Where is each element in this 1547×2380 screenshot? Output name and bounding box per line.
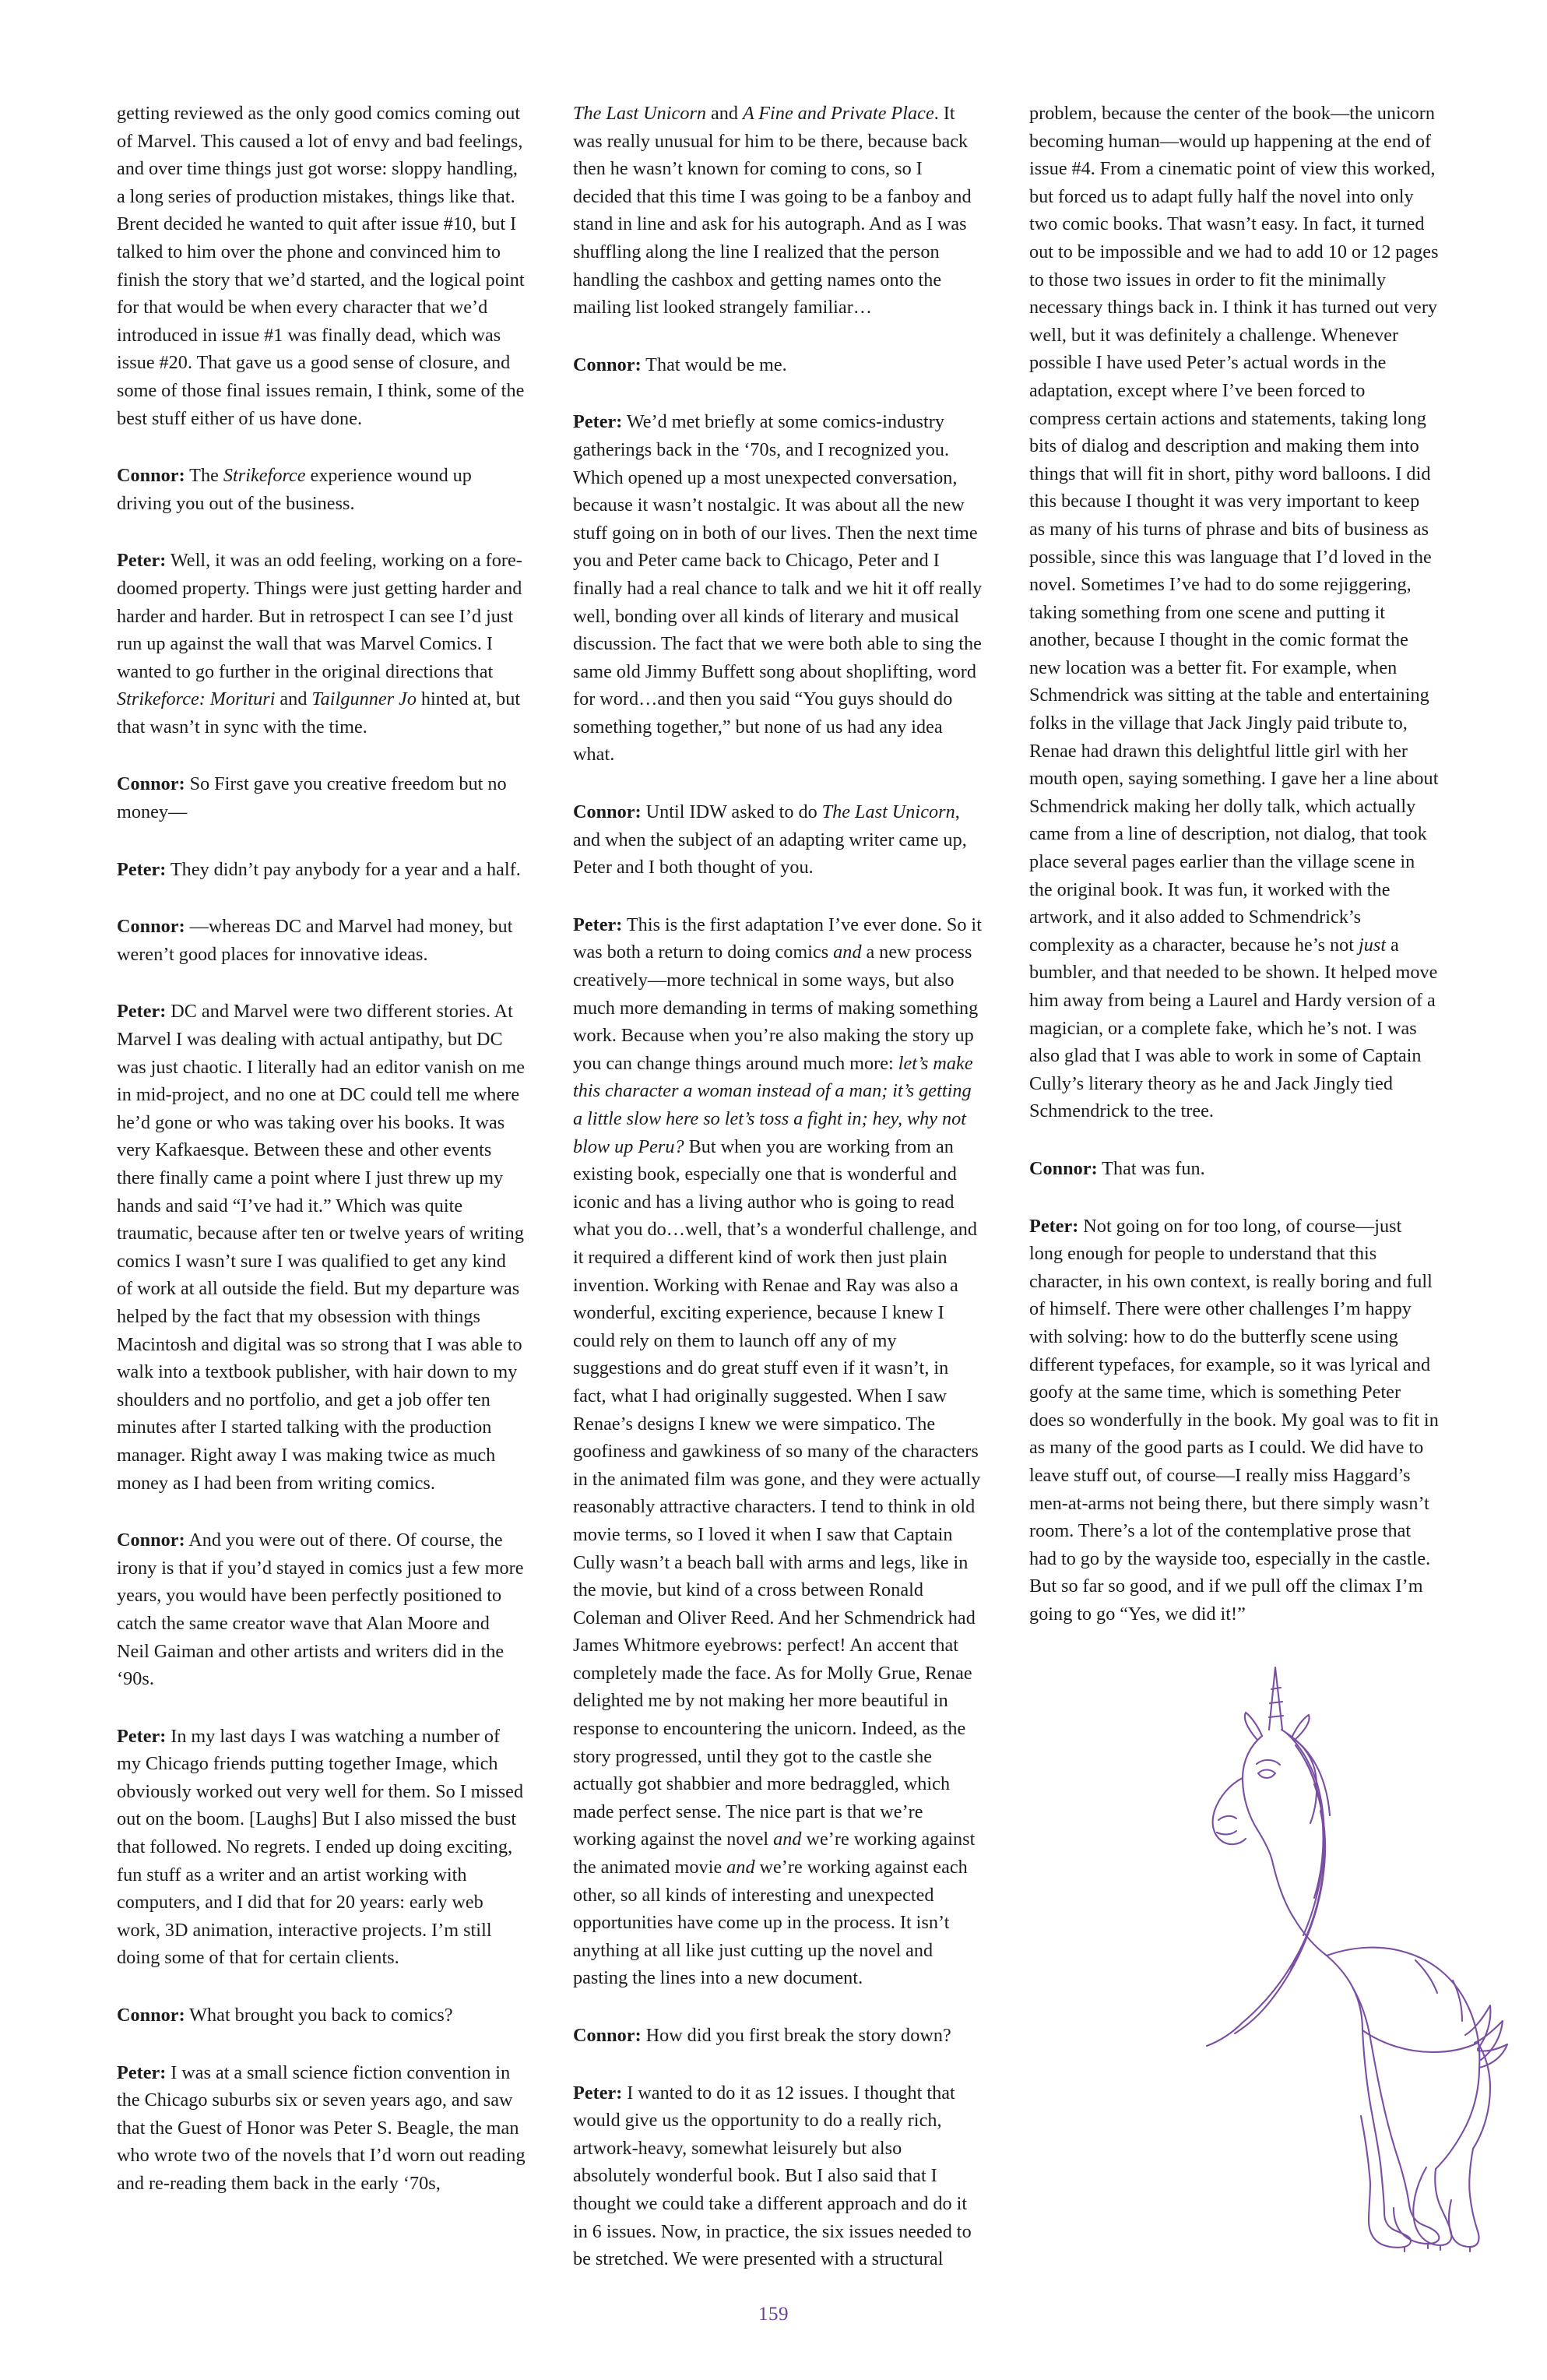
paragraph xyxy=(117,1723,526,1972)
paragraph xyxy=(573,100,983,322)
body-text: DC and Marvel were two different stories. At Marvel I was dealing with actual antipathy, but DC was just chaotic. I literally had an editor vanish on me in mid-project, and no one at DC could tell me where he’d gone or who was taking over his books. It was very Kafkaesque. Between these and other events there finally came a point where I just threw up my hands and said “I’ve had it.” Which was quite traumatic, because after ten or twelve years of writing comics I wasn’t sure I was qualified to get any kind of work at all outside the field. But my departure was helped by the fact that my obsession with things Macintosh and digital was so strong that I was able to walk into a textbook publisher, with hair down to my shoulders and no portfolio, and get a job offer ten minutes after I started talking with the production manager. Right away I was making twice as much money as I had been from writing comics. xyxy=(117,1001,526,1494)
speaker-label: Peter: xyxy=(573,914,623,935)
text-columns xyxy=(117,100,1440,2273)
paragraph xyxy=(117,462,526,517)
paragraph xyxy=(573,911,983,1992)
speaker-label: Connor: xyxy=(573,801,642,823)
body-text: But when you are working from an existing book, especially one that is wonderful and iconic and has a living author who is going to read what you do…well, that’s a wonderful challenge, and it required a different kind of work then just plain invention. Working with Renae and Ray was also a wonderful, exciting experience, because I knew I could rely on them to launch off any of my suggestions and do great stuff even if it wasn’t, in fact, what I had originally suggested. When I saw Renae’s designs I knew we were simpatico. The goofiness and gawkiness of so many of the characters in the animated film was gone, and they were actually reasonably attractive characters. I tend to think in old movie terms, so I loved it when I saw that Captain Cully wasn’t a beach ball with arms and legs, like in the movie, but kind of a cross between Ronald Coleman and Oliver Reed. And her Schmendrick had James Whitmore eyebrows: perfect! An accent that completely made the face. As for Molly Grue, Renae delighted me by not making her more beautiful in response to encountering the unicorn. Indeed, as the story progressed, until they got to the castle she actually got shabbier and more bedraggled, which made perfect sense. The nice part is that we’re working against the novel xyxy=(573,1135,981,1850)
speaker-label: Peter: xyxy=(573,411,623,433)
body-text: a new process creatively—more technical in some ways, but also much more demanding in terms of making something work. Because when you’re also making the story up you can change things around much more: xyxy=(573,942,979,1074)
paragraph xyxy=(1029,1213,1439,1628)
body-text: How did you first break the story down? xyxy=(641,2025,951,2046)
body-text: Until IDW asked to do xyxy=(641,801,822,823)
body-text: a bumbler, and that needed to be shown. It helped move him away from being a Laurel and Hardy version of a magician, or a complete fake, which he’s not. I was also glad that I was able to work in some of Captain Cully’s literary theory as he and Jack Jingly tied Schmendrick to the tree. xyxy=(1029,934,1438,1122)
body-text: and xyxy=(275,688,312,710)
page-number: 159 xyxy=(758,2304,789,2325)
body-text: hinted at, but that wasn’t in sync with the time. xyxy=(117,688,521,738)
speaker-label: Peter: xyxy=(573,2082,623,2104)
paragraph xyxy=(117,998,526,1497)
speaker-label: Connor: xyxy=(573,354,642,375)
paragraph xyxy=(573,408,983,769)
paragraph xyxy=(1029,1155,1439,1183)
speaker-label: Connor: xyxy=(117,2005,185,2026)
speaker-label: Peter: xyxy=(117,2061,167,2083)
body-text: experience wound up driving you out of the business. xyxy=(117,465,472,514)
body-text: So First gave you creative freedom but no money— xyxy=(117,773,507,823)
column-2 xyxy=(573,100,983,2273)
body-text: In my last days I was watching a number of my Chicago friends putting together Image, which obviously worked out very well for them. So I missed out on the boom. [Laughs] But I also missed the bust that followed. No regrets. I ended up doing exciting, fun stuff as a writer and an artist working with computers, and I did that for 20 years: early web work, 3D animation, interactive projects. I’m still doing some of that for certain clients. xyxy=(117,1725,524,1969)
italic-title: Strikeforce: Morituri xyxy=(117,688,276,710)
body-text: That was fun. xyxy=(1097,1157,1205,1179)
italic-title: Tailgunner Jo xyxy=(311,688,417,710)
italic-title: Strikeforce xyxy=(223,465,306,487)
italic-title: just xyxy=(1358,934,1387,956)
body-text: —whereas DC and Marvel had money, but weren’t good places for innovative ideas. xyxy=(117,916,513,965)
body-text: And you were out of there. Of course, the irony is that if you’d stayed in comics just a few more years, you would have been perfectly positioned to catch the same creator wave that Alan Moore and Neil Gaiman and other artists and writers did in the ‘90s. xyxy=(117,1530,524,1690)
paragraph xyxy=(573,2022,983,2050)
body-text: We’d met briefly at some comics-industry gatherings back in the ‘70s, and I recognized you. Which opened up a most unexpected conversation, because it wasn’t nostalgic. It was about all the new stuff going on in both of our lives. Then the next time you and Peter came back to Chicago, Peter and I finally had a real chance to talk and we hit it off really well, bonding over all kinds of literary and musical discussion. The fact that we were both able to sing the same old Jimmy Buffett song about shoplifting, word for word…and then you said “You guys should do something together,” but none of us had any idea what. xyxy=(573,411,983,766)
speaker-label: Peter: xyxy=(117,1725,167,1747)
paragraph xyxy=(117,913,526,968)
body-text: , and when the subject of an adapting writer came up, Peter and I both thought of you. xyxy=(573,801,967,878)
body-text: getting reviewed as the only good comics coming out of Marvel. This caused a lot of envy and bad feelings, and over time things just got worse: sloppy handling, a long series of production mistakes, things like that. Brent decided he wanted to quit after issue #10, but I talked to him over the phone and convinced him to finish the story that we’d started, and the logical point for that would be when every character that we’d introduced in issue #1 was finally dead, which was issue #20. That gave us a good sense of closure, and some of those final issues remain, I think, some of the best stuff either of us have done. xyxy=(117,103,525,429)
body-text: . It was really unusual for him to be there, because back then he wasn’t known for coming to cons, so I decided that this time I was going to be a fanboy and stand in line and ask for his autograph. And as I was shuffling along the line I realized that the person handling the cashbox and getting names onto the mailing list looked strangely familiar… xyxy=(573,103,972,319)
speaker-label: Connor: xyxy=(117,773,185,795)
body-text: They didn’t pay anybody for a year and a half. xyxy=(166,858,521,880)
column-3 xyxy=(1029,100,1439,1628)
paragraph xyxy=(117,2002,526,2030)
body-text: I wanted to do it as 12 issues. I thought that would give us the opportunity to do a really rich, artwork-heavy, somewhat leisurely but also absolutely wonderful book. But I also said that I thought we could take a different approach and do it in 6 issues. Now, in practice, the six issues needed to be stretched. We were presented with a structural xyxy=(573,2082,972,2270)
speaker-label: Peter: xyxy=(1029,1215,1079,1237)
body-text: Not going on for too long, of course—just long enough for people to understand that this character, in his own context, is really boring and full of himself. There were other challenges I’m happy with solving: how to do the butterfly scene using different typefaces, for example, so it was lyrical and goofy at the same time, which is something Peter does so wonderfully in the book. My goal was to fit in as many of the good parts as I could. We did have to leave stuff out, of course—I really miss Haggard’s men-at-arms not being there, but there simply wasn’t room. There’s a lot of the contemplative prose that had to go by the wayside too, especially in the castle. But so far so good, and if we pull off the climax I’m going to go “Yes, we did it!” xyxy=(1029,1215,1439,1625)
paragraph xyxy=(117,1526,526,1693)
column-1 xyxy=(117,100,526,2198)
italic-title: The Last Unicorn xyxy=(821,801,955,823)
body-text: That would be me. xyxy=(641,354,787,375)
body-text: we’re working against the animated movie xyxy=(573,1829,976,1878)
speaker-label: Connor: xyxy=(117,916,185,938)
italic-title: let’s make this character a woman instead of a man; it’s getting a little slow here so let’s toss a fight in; hey, why not blow up Peru? xyxy=(573,1052,973,1157)
speaker-label: Connor: xyxy=(1029,1157,1098,1179)
body-text: we’re working against each other, so all kinds of interesting and unexpected opportunities have come up in the process. It isn’t anything at all like just cutting up the novel and pasting the lines into a new document. xyxy=(573,1857,968,1989)
paragraph xyxy=(573,2079,983,2273)
italic-title: and xyxy=(773,1829,802,1850)
italic-title: and xyxy=(726,1857,755,1878)
body-text: I was at a small science fiction convention in the Chicago suburbs six or seven years ago, and saw that the Guest of Honor was Peter S. Beagle, the man who wrote two of the novels that I’d worn out reading and re-reading them back in the early ‘70s, xyxy=(117,2061,526,2194)
paragraph xyxy=(1029,100,1439,1125)
paragraph xyxy=(117,856,526,884)
paragraph xyxy=(573,798,983,882)
body-text: What brought you back to comics? xyxy=(185,2005,453,2026)
paragraph xyxy=(573,351,983,379)
body-text: problem, because the center of the book—the unicorn becoming human—would up happening at the end of issue #4. From a cinematic point of view this worked, but forced us to adapt fully half the novel into only two comic books. That wasn’t easy. In fact, it turned out to be impossible and we had to add 10 or 12 pages to those two issues in order to fit the minimally necessary things back in. I think it has turned out very well, but it was definitely a challenge. Whenever possible I have used Peter’s actual words in the adaptation, except where I’ve been forced to compress certain actions and statements, taking long bits of dialog and description and making them into things that will fit in short, pithy word balloons. I did this because I thought it was very important to keep as many of his turns of phrase and bits of business as possible, since this was language that I’d loved in the novel. Sometimes I’ve had to do some rejiggering, taking something from one scene and putting it another, because I thought in the comic format the new location was a better fit. For example, when Schmendrick was sitting at the table and entertaining folks in the village that Jack Jingly paid tribute to, Renae had drawn this delightful little girl with her mouth open, saying something. I gave her a line about Schmendrick making her dolly talk, which actually came from a line of description, not dialog, that took place several pages earlier than the village scene in the original book. It was fun, it worked with the artwork, and it also added to Schmendrick’s complexity as a character, because he’s not xyxy=(1029,103,1439,956)
speaker-label: Connor: xyxy=(117,465,185,487)
body-text: and xyxy=(706,103,743,124)
speaker-label: Peter: xyxy=(117,1001,167,1023)
paragraph xyxy=(117,547,526,741)
speaker-label: Peter: xyxy=(117,550,167,572)
paragraph xyxy=(117,2059,526,2198)
paragraph xyxy=(117,770,526,826)
body-text: Well, it was an odd feeling, working on a fore-doomed property. Things were just getting harder and harder and harder. But in retrospect I can see I’d just run up against the wall that was Marvel Comics. I wanted to go further in the original directions that xyxy=(117,550,522,682)
speaker-label: Connor: xyxy=(573,2025,642,2046)
italic-title: A Fine and Private Place xyxy=(742,103,934,124)
italic-title: and xyxy=(833,942,862,963)
speaker-label: Connor: xyxy=(117,1530,185,1551)
body-text: This is the first adaptation I’ve ever done. So it was both a return to doing comics xyxy=(573,914,982,963)
italic-title: The Last Unicorn xyxy=(573,103,707,124)
body-text: The xyxy=(185,465,223,487)
speaker-label: Peter: xyxy=(117,858,167,880)
paragraph xyxy=(117,100,526,432)
